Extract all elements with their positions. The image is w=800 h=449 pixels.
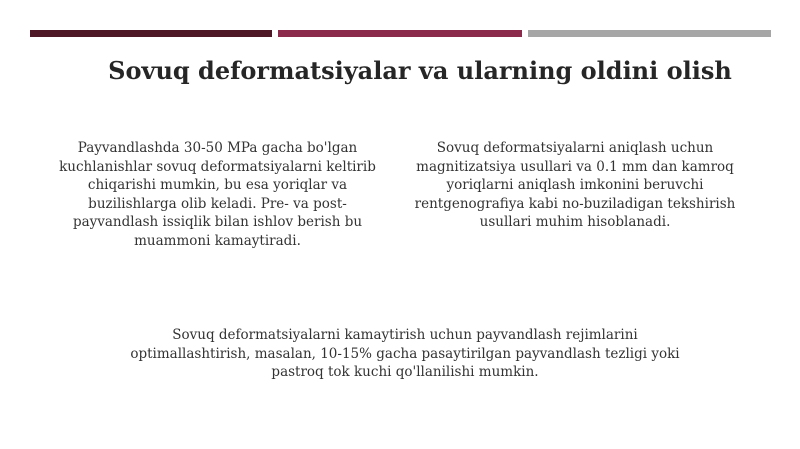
paragraph-bottom: Sovuq deformatsiyalarni kamaytirish uchun payvandlash rejimlarini optimallashtirish, masalan, 10-15% gacha pasaytirilgan payvandlash tezligi yoki pastroq tok kuchi qo'llanilishi mumkin. <box>130 327 680 381</box>
accent-bar-dark <box>30 30 272 37</box>
accent-bar-gray <box>528 30 771 37</box>
slide-title: Sovuq deformatsiyalar va ularning oldini olish <box>108 56 732 85</box>
accent-bar-magenta <box>278 30 522 37</box>
paragraph-right: Sovuq deformatsiyalarni aniqlash uchun magnitizatsiya usullari va 0.1 mm dan kamroq yoriqlarni aniqlash imkonini beruvchi rentgenografiya kabi no-buziladigan tekshirish usullari muhim hisoblanadi. <box>414 140 736 231</box>
paragraph-left: Payvandlashda 30-50 MPa gacha bo'lgan kuchlanishlar sovuq deformatsiyalarni keltirib chiqarishi mumkin, bu esa yoriqlar va buzilishlarga olib keladi. Pre- va post-payvandlash issiqlik bilan ishlov berish bu muammoni kamaytiradi. <box>59 140 376 249</box>
